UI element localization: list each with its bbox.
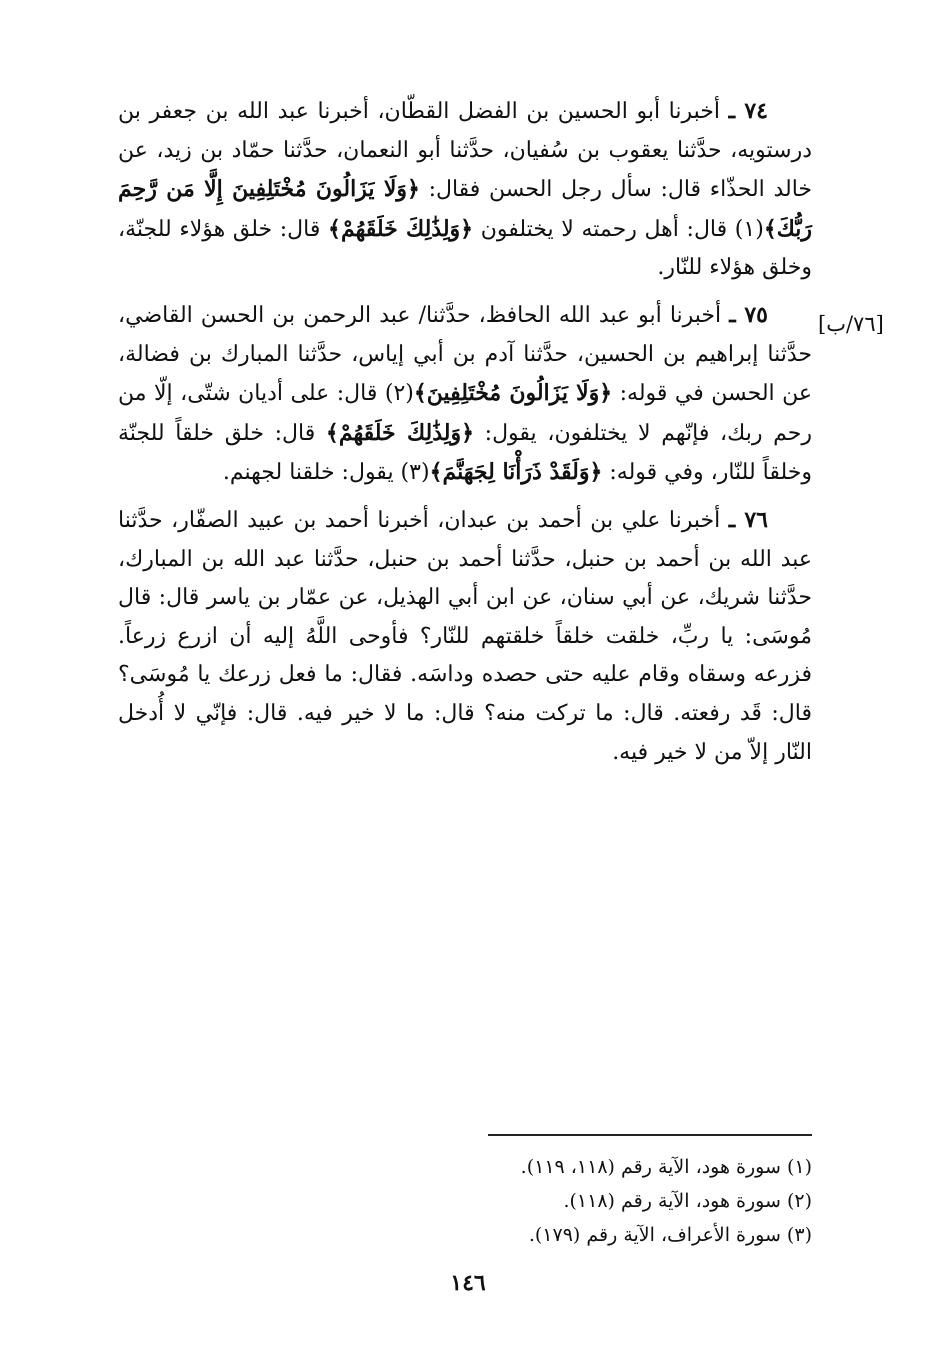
footnote-1: (١) سورة هود، الآية رقم (١١٨، ١١٩).: [520, 1156, 812, 1178]
paragraph-number: ٧٤ ـ: [728, 98, 768, 124]
paragraph-text: أخبرنا أبو الحسين بن الفضل القطّان، أخبرنا عبد الله بن جعفر بن درستويه، حدَّثنا يعقوب بن سُفيان، حدَّثنا أبو النعمان، حدَّثنا حمّاد بن زيد، عن خالد الحذّاء قال: سأل رجل الحسن فقال:: [118, 99, 813, 203]
quran-verse: ﴿وَلِذَٰلِكَ خَلَقَهُمْ﴾: [325, 419, 474, 446]
paragraph-text: أخبرنا أبو عبد الله الحافظ، حدَّثنا/ عبد الرحمن بن الحسن القاضي، حدَّثنا إبراهيم بن الحسين، حدَّثنا آدم بن أبي إياس، حدَّثنا المبارك بن فضالة، عن الحسن في قوله:: [118, 302, 813, 407]
quran-verse: ﴿وَلَا يَزَالُونَ مُخْتَلِفِينَ﴾: [413, 380, 613, 407]
quran-verse: ﴿وَلِذَٰلِكَ خَلَقَهُمْ﴾: [328, 215, 474, 242]
paragraph-text: (٢) قال: على أديان شتّى، إلّا من رحم ربك، فإنّهم لا يختلفون، يقول:: [118, 381, 812, 446]
paragraph-75: [118, 296, 812, 493]
paragraph-number: ٧٦ ـ: [728, 506, 768, 533]
quran-verse: ﴿وَلَقَدْ ذَرَأْنَا لِجَهَنَّمَ﴾: [429, 459, 603, 486]
paragraph-text: (٣) يقول: خلقنا لجهنم.: [222, 460, 430, 486]
paragraph-76: [118, 501, 812, 772]
quran-verse: ﴿وَلَا يَزَالُونَ مُخْتَلِفِينَ إِلَّا مَن رَّحِمَ رَبُّكَ﴾: [118, 176, 812, 242]
paragraph-text: قال: خلق هؤلاء للجنّة، وخلق هؤلاء للنّار.: [118, 216, 812, 281]
paragraph-text: قال: خلق خلقاً للجنّة وخلقاً للنّار، وفي قوله:: [118, 420, 812, 486]
paragraph-74: [118, 92, 812, 288]
paragraph-text: (١) قال: أهل رحمته لا يختلفون: [480, 216, 764, 242]
margin-folio-note: [٧٦/ب]: [818, 312, 884, 336]
main-text: [118, 92, 812, 780]
footnote-divider: [488, 1134, 812, 1136]
page-number: ١٤٦: [450, 1270, 486, 1296]
footnote-3: (٣) سورة الأعراف، الآية رقم (١٧٩).: [528, 1224, 812, 1246]
paragraph-text: أخبرنا علي بن أحمد بن عبدان، أخبرنا أحمد بن عبيد الصفّار، حدَّثنا عبد الله بن أحمد بن حنبل، حدَّثنا أحمد بن حنبل، حدَّثنا عبد الله بن المبارك، حدَّثنا شريك، عن أبي سنان، عن ابن أبي الهذيل، عن عمّار بن ياسر قال: قال مُوسَى: يا ربِّ، خلقت خلقاً خلقتهم للنّار؟ فأوحى اللَّهُ إليه أن ازرع زرعاً. فزرعه وسقاه وقام عليه حتى حصده وداسَه. فقال: ما فعل زرعك يا مُوسَى؟ قال: قَد رفعته. قال: ما تركت منه؟ قال: ما لا خير فيه. قال: فإنّي لا أُدخل النّار إلاّ من لا خير فيه.: [118, 507, 812, 765]
footnote-2: (٢) سورة هود، الآية رقم (١١٨).: [563, 1190, 812, 1212]
paragraph-number: ٧٥ ـ: [729, 301, 768, 328]
footnotes: [300, 1150, 812, 1252]
